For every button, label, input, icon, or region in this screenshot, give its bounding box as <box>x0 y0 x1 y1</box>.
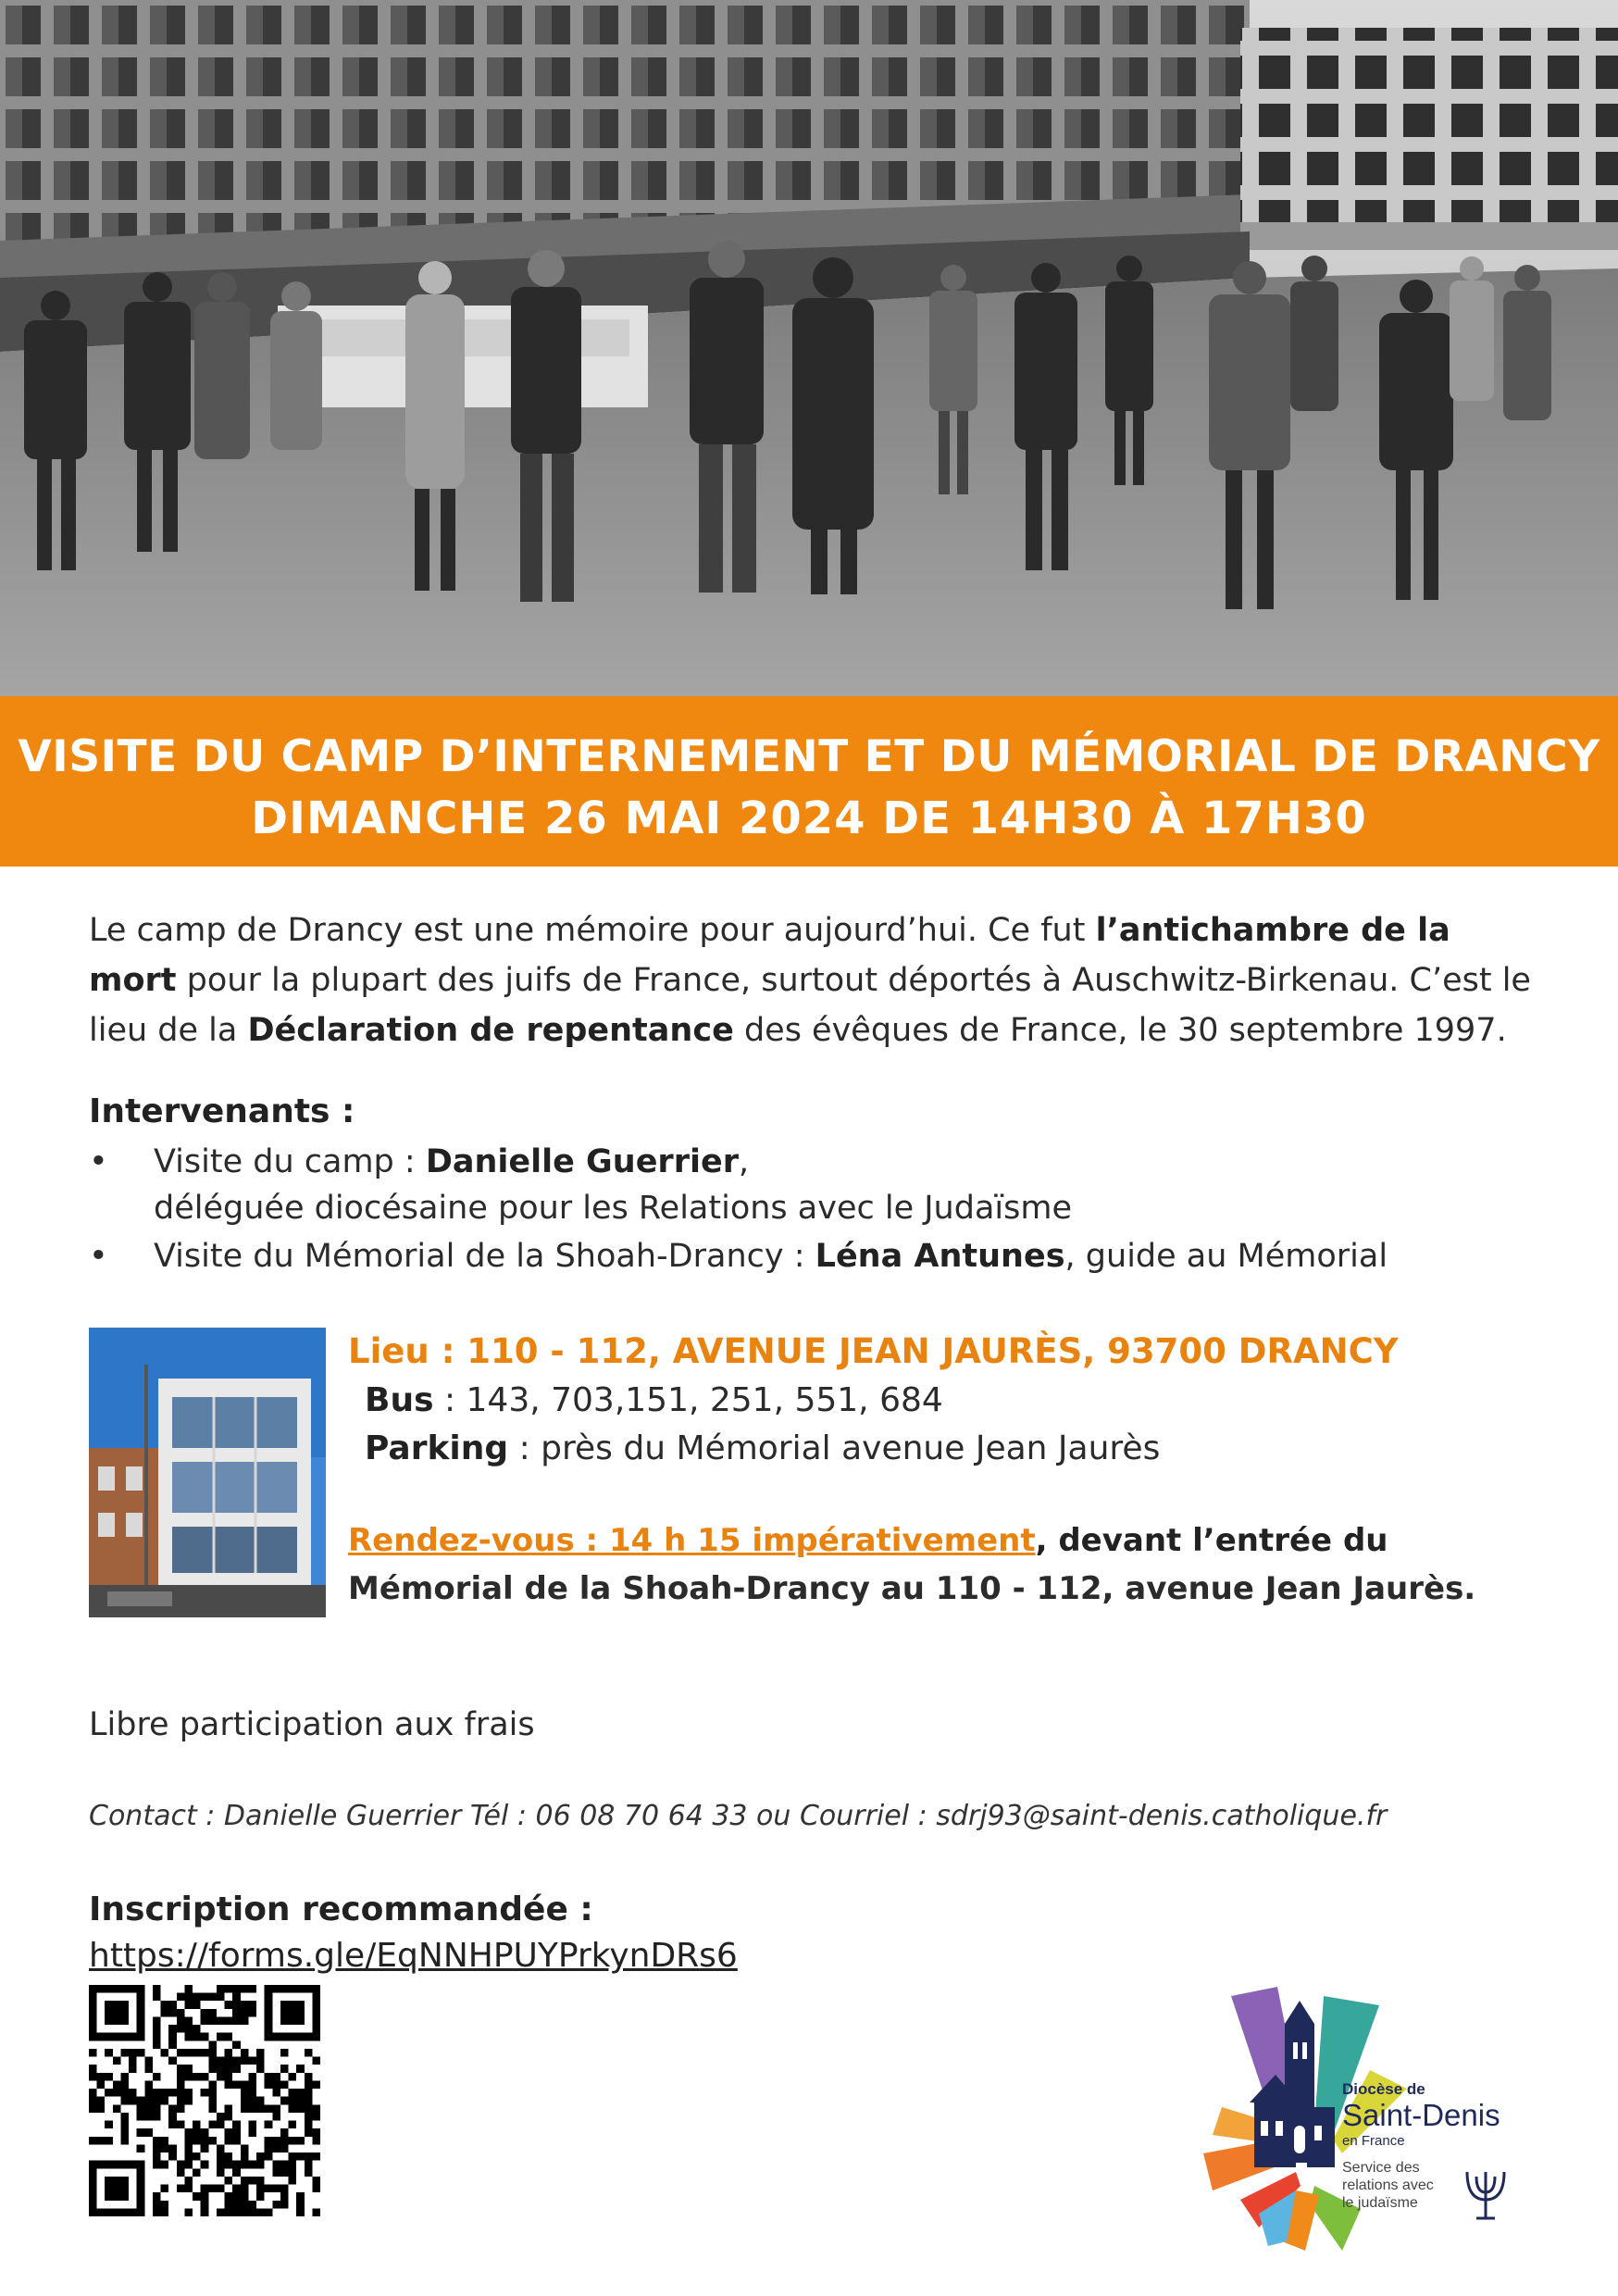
memorial-building-illustration <box>89 1328 326 1617</box>
logo-diocese-text: Diocèse de <box>1342 2080 1425 2098</box>
qr-code-icon <box>89 1985 320 2216</box>
qr-code[interactable] <box>89 1985 320 2216</box>
speaker-item-2-line <box>154 1233 1388 1279</box>
location-title: Lieu : 110 - 112, AVENUE JEAN JAURÈS, 93700 DRANCY <box>348 1331 1399 1371</box>
event-title: VISITE DU CAMP D’INTERNEMENT ET DU MÉMORIAL DE DRANCY <box>18 731 1600 782</box>
contact-line: Contact : Danielle Guerrier Tél : 06 08 70 64 33 ou Courriel : sdrj93@saint-denis.catholique.fr <box>89 1800 1388 1832</box>
logo-service-line-2: relations avec <box>1342 2177 1434 2193</box>
bus-value: : 143, 703,151, 251, 551, 684 <box>433 1381 943 1419</box>
camp-photo-illustration <box>0 0 1618 696</box>
rendezvous-link[interactable]: Rendez-vous : 14 h 15 impérativement <box>348 1522 1036 1559</box>
bus-label: Bus <box>365 1381 434 1419</box>
speaker-1-prefix: Visite du camp : <box>154 1143 426 1180</box>
bullet-icon: • <box>89 1143 108 1180</box>
speaker-1-name: Danielle Guerrier <box>425 1143 739 1180</box>
bus-info <box>365 1381 943 1419</box>
speaker-item-2 <box>89 1233 1542 1279</box>
parking-info <box>365 1429 1160 1467</box>
parking-value: : près du Mémorial avenue Jean Jaurès <box>508 1429 1161 1467</box>
intro-bold-1: l’antichambre de la mort <box>89 912 1450 999</box>
registration-link[interactable]: https://forms.gle/EqNNHPUYPrkynDRs6 <box>89 1937 738 1975</box>
speaker-item-1 <box>89 1139 1542 1231</box>
menorah-icon <box>1467 2172 1504 2218</box>
registration-label: Inscription recommandée : <box>89 1890 593 1928</box>
speaker-1-role: déléguée diocésaine pour les Relations avec le Judaïsme <box>154 1190 1072 1227</box>
event-date: DIMANCHE 26 MAI 2024 DE 14H30 À 17H30 <box>251 792 1367 844</box>
logo-region-text: en France <box>1342 2133 1405 2149</box>
logo-name-text: Saint-Denis <box>1342 2098 1500 2132</box>
diocese-logo <box>1203 1987 1537 2255</box>
parking-label: Parking <box>365 1429 509 1467</box>
participation-note: Libre participation aux frais <box>89 1706 535 1743</box>
logo-service-line-1: Service des <box>1342 2160 1420 2176</box>
diocese-logo-graphic <box>1203 1987 1537 2255</box>
speaker-2-prefix: Visite du Mémorial de la Shoah-Drancy : <box>154 1238 815 1275</box>
intro-paragraph <box>89 905 1542 1055</box>
speaker-1-suffix: , <box>738 1143 750 1180</box>
title-banner <box>0 696 1618 867</box>
memorial-photo <box>89 1328 326 1617</box>
rendezvous-line-2: Mémorial de la Shoah-Drancy au 110 - 112, avenue Jean Jaurès. <box>348 1570 1476 1607</box>
speaker-2-suffix: , guide au Mémorial <box>1064 1238 1388 1275</box>
speakers-heading: Intervenants : <box>89 1092 355 1130</box>
intro-bold-2: Déclaration de repentance <box>247 1012 734 1049</box>
intro-text-2: pour la plupart des juifs de France, surtout déportés à Auschwitz-Birkenau. C’est le lieu de la <box>89 962 1531 1049</box>
rendezvous-line-1 <box>348 1522 1388 1559</box>
speaker-2-name: Léna Antunes <box>815 1238 1065 1275</box>
intro-text-3: des évêques de France, le 30 septembre 1997. <box>733 1012 1507 1049</box>
speaker-item-1-line <box>154 1139 749 1185</box>
bullet-icon: • <box>89 1238 108 1275</box>
rendezvous-rest: , devant l’entrée du <box>1035 1522 1388 1559</box>
intro-text-1: Le camp de Drancy est une mémoire pour aujourd’hui. Ce fut <box>89 912 1096 949</box>
hero-photo <box>0 0 1618 696</box>
logo-service-line-3: le judaïsme <box>1342 2195 1418 2211</box>
